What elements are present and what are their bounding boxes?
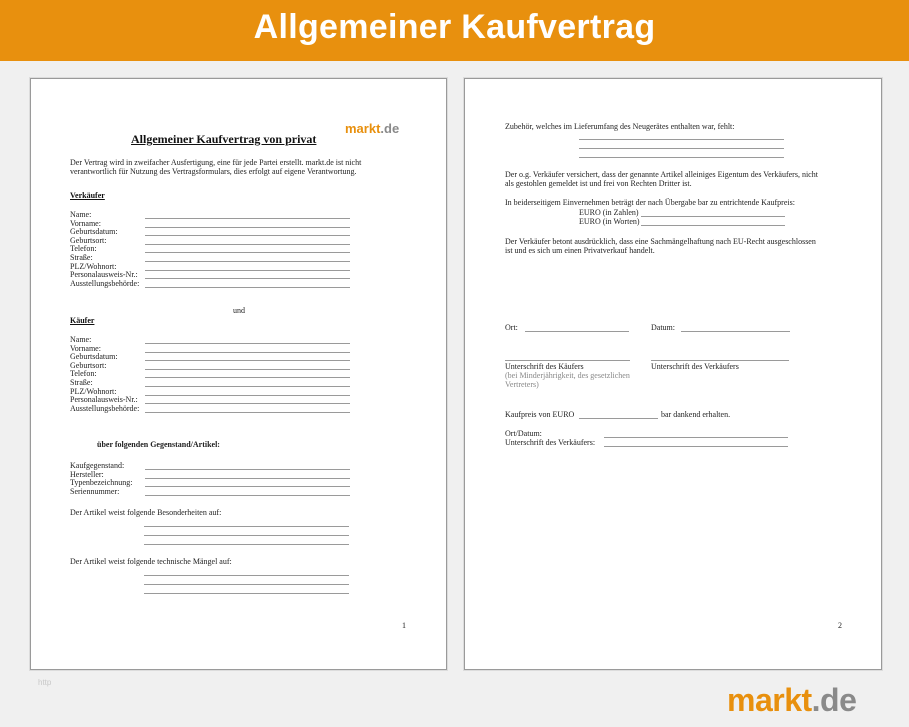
buyer-field-label: Vorname: (70, 343, 101, 353)
seller-field-input-line[interactable] (145, 235, 350, 236)
item-field-label: Typenbezeichnung: (70, 478, 133, 488)
item-field-input-line[interactable] (145, 486, 350, 487)
seller-field-label: Vorname: (70, 218, 101, 228)
seller-field-input-line[interactable] (145, 227, 350, 228)
date-label: Datum: (651, 323, 675, 332)
buyer-field-label: Name: (70, 335, 92, 344)
item-field-input-line[interactable] (145, 478, 350, 479)
special-features-line-2[interactable] (144, 535, 349, 536)
buyer-field-label: Telefon: (70, 369, 97, 379)
defects-label: Der Artikel weist folgende technische Mängel auf: (70, 557, 232, 566)
accessories-line-1[interactable] (579, 139, 784, 140)
buyer-signature-label: Unterschrift des Käufers (505, 362, 584, 371)
euro-words-label: EURO (in Worten) (579, 217, 640, 226)
special-features-label: Der Artikel weist folgende Besonderheiten auf: (70, 508, 222, 517)
buyer-field-label: Geburtsort: (70, 360, 107, 370)
buyer-field-label: Geburtsdatum: (70, 352, 118, 362)
seller-field-input-line[interactable] (145, 244, 350, 245)
seller-field-input-line[interactable] (145, 287, 350, 288)
buyer-field-label: Personalausweis-Nr.: (70, 395, 138, 405)
euro-numbers-field[interactable] (641, 216, 785, 217)
place-label: Ort: (505, 323, 518, 332)
seller-field-input-line[interactable] (145, 270, 350, 271)
seller-field-label: Telefon: (70, 244, 97, 254)
seller-signature-colon-label: Unterschrift des Verkäufers: (505, 438, 596, 447)
item-field-input-line[interactable] (145, 495, 350, 496)
buyer-field-input-line[interactable] (145, 360, 350, 361)
date-field[interactable] (681, 331, 790, 332)
seller-field-label: Ausstellungsbehörde: (70, 278, 140, 288)
defects-line-2[interactable] (144, 584, 349, 585)
buyer-field-input-line[interactable] (145, 377, 350, 378)
item-field-label: Kaufgegenstand: (70, 461, 125, 470)
place-field[interactable] (525, 331, 629, 332)
document-page-1 (30, 78, 447, 670)
place-date-label: Ort/Datum: (505, 429, 542, 438)
buyer-field-input-line[interactable] (145, 343, 350, 344)
markt-logo: markt.de (727, 682, 857, 718)
buyer-signature-line[interactable] (505, 360, 630, 361)
seller-field-label: Straße: (70, 253, 93, 262)
buyer-field-input-line[interactable] (145, 395, 350, 396)
euro-words-field[interactable] (641, 225, 785, 226)
page-number-2: 2 (838, 621, 842, 630)
seller-field-input-line[interactable] (145, 261, 350, 262)
defects-line-1[interactable] (144, 575, 349, 576)
accessories-label: Zubehör, welches im Lieferumfang des Neugerätes enthalten war, fehlt: (505, 122, 735, 131)
special-features-line-3[interactable] (144, 544, 349, 545)
seller-field-input-line[interactable] (145, 278, 350, 279)
minor-note-line-2: Vertreters) (505, 380, 539, 389)
received-amount-field[interactable] (579, 418, 658, 419)
buyer-field-input-line[interactable] (145, 403, 350, 404)
item-field-input-line[interactable] (145, 469, 350, 470)
special-features-line-1[interactable] (144, 526, 349, 527)
euro-numbers-label: EURO (in Zahlen) (579, 208, 639, 217)
buyer-field-input-line[interactable] (145, 369, 350, 370)
seller-field-label: Geburtsdatum: (70, 227, 118, 237)
and-label: und (233, 306, 245, 315)
item-field-label: Hersteller: (70, 469, 104, 479)
seller-field-input-line[interactable] (145, 252, 350, 253)
header-banner (0, 0, 909, 61)
seller-field-input-line[interactable] (145, 218, 350, 219)
accessories-line-2[interactable] (579, 148, 784, 149)
buyer-field-label: Ausstellungsbehörde: (70, 403, 140, 413)
item-heading: über folgenden Gegenstand/Artikel: (97, 440, 220, 449)
minor-note-line-1: (bei Minderjährigkeit, des gesetzlichen (505, 371, 630, 380)
seller-signature-label: Unterschrift des Verkäufers (651, 362, 739, 371)
seller-field-label: Personalausweis-Nr.: (70, 270, 138, 280)
price-intro: In beiderseitigem Einvernehmen beträgt der nach Übergabe bar zu entrichtende Kaufpreis: (505, 198, 795, 207)
assurance-line-2: als gestohlen gemeldet ist und frei von Rechten Dritter ist. (505, 179, 692, 188)
buyer-field-label: PLZ/Wohnort: (70, 386, 117, 396)
item-field-label: Seriennummer: (70, 486, 120, 496)
buyer-field-input-line[interactable] (145, 352, 350, 353)
seller-field-label: PLZ/Wohnort: (70, 261, 117, 271)
place-date-field[interactable] (604, 437, 788, 438)
warranty-line-1: Der Verkäufer betont ausdrücklich, dass eine Sachmängelhaftung nach EU-Recht ausgeschlossen (505, 237, 816, 246)
page-number-1: 1 (402, 621, 406, 630)
seller-heading: Verkäufer (70, 191, 105, 200)
accessories-line-3[interactable] (579, 157, 784, 158)
final-seller-signature-field[interactable] (604, 446, 788, 447)
markt-logo-small: markt.de (345, 121, 400, 136)
seller-signature-line[interactable] (651, 360, 789, 361)
defects-line-3[interactable] (144, 593, 349, 594)
intro-line-2: verantwortlich für Nutzung des Vertragsformulars, dies erfolgt auf eigene Verantwortung. (70, 167, 357, 176)
buyer-field-label: Straße: (70, 378, 93, 387)
document-title: Allgemeiner Kaufvertrag von privat (131, 132, 317, 146)
intro-line-1: Der Vertrag wird in zweifacher Ausfertigung, eine für jede Partei erstellt. markt.de ist nicht (70, 158, 362, 167)
received-prefix: Kaufpreis von EURO (505, 410, 575, 419)
seller-field-label: Geburtsort: (70, 235, 107, 245)
document-page-2 (464, 78, 882, 670)
assurance-line-1: Der o.g. Verkäufer versichert, dass der genannte Artikel alleiniges Eigentum des Verkäufers, nicht (505, 170, 818, 179)
buyer-heading: Käufer (70, 316, 95, 325)
banner-title: Allgemeiner Kaufvertrag (253, 8, 656, 46)
watermark-text: http (38, 678, 52, 687)
seller-field-label: Name: (70, 210, 92, 219)
received-suffix: bar dankend erhalten. (661, 410, 731, 419)
buyer-field-input-line[interactable] (145, 412, 350, 413)
buyer-field-input-line[interactable] (145, 386, 350, 387)
warranty-line-2: ist und es sich um einen Privatverkauf handelt. (505, 246, 655, 255)
